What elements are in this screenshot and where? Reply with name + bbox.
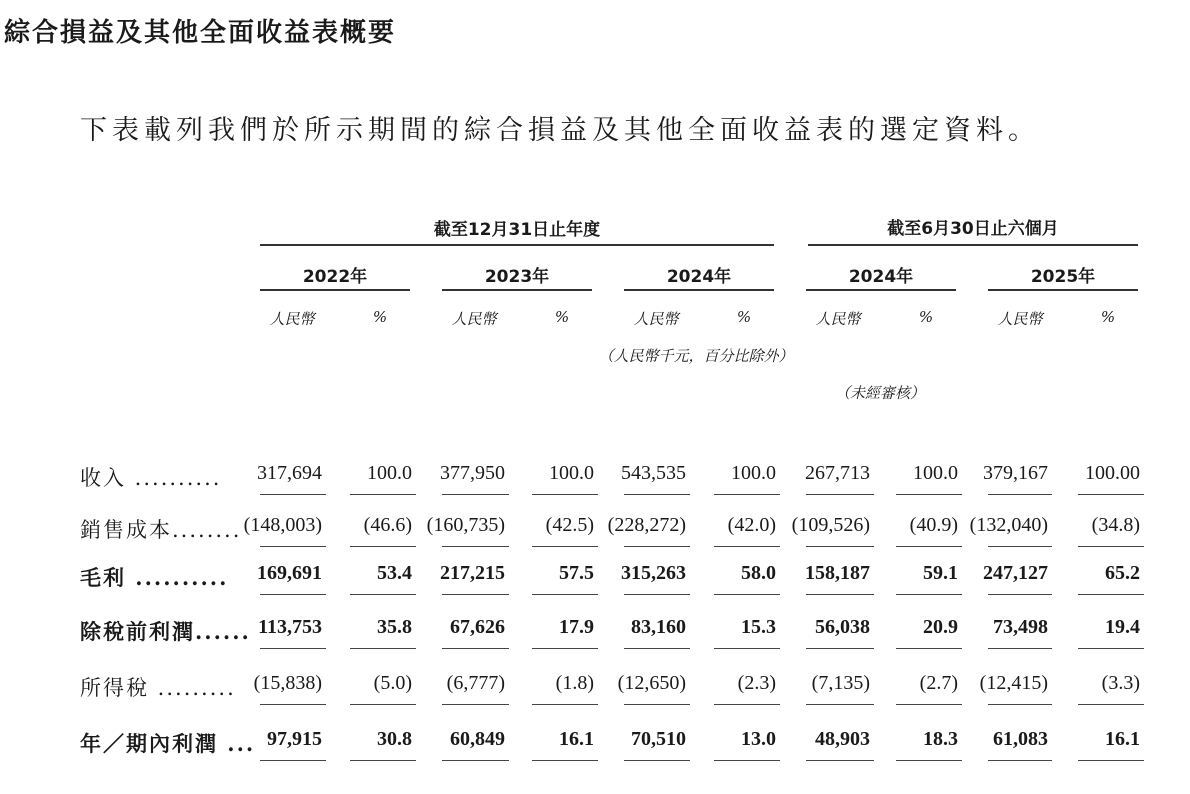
unit-rmb: 人民幣 — [633, 310, 679, 328]
table-cell: 20.9 — [923, 616, 958, 638]
table-cell: 97,915 — [267, 728, 322, 750]
cell-underline — [532, 760, 598, 761]
year-header: 2022年 — [302, 267, 368, 287]
cell-underline — [1078, 648, 1144, 649]
table-cell: 169,691 — [257, 562, 322, 584]
table-cell: 53.4 — [377, 562, 412, 584]
intro-text: 下表載列我們於所示期間的綜合損益及其他全面收益表的選定資料。 — [80, 115, 1040, 146]
table-cell: (42.5) — [545, 514, 594, 536]
cell-underline — [350, 648, 416, 649]
cell-underline — [624, 594, 690, 595]
year-header: 2024年 — [848, 267, 914, 287]
cell-underline — [714, 760, 780, 761]
cell-underline — [806, 594, 874, 595]
cell-underline — [896, 704, 962, 705]
cell-underline — [260, 760, 326, 761]
year-rule — [260, 289, 410, 291]
row-label: 銷售成本........ — [80, 518, 242, 542]
unit-pct: % — [1100, 308, 1116, 326]
table-cell: 58.0 — [741, 562, 776, 584]
group-rule-annual — [260, 244, 774, 246]
table-cell: (132,040) — [969, 514, 1048, 536]
cell-underline — [714, 594, 780, 595]
cell-underline — [260, 546, 326, 547]
year-header: 2023年 — [484, 267, 550, 287]
cell-underline — [350, 760, 416, 761]
cell-underline — [442, 760, 509, 761]
table-cell: 30.8 — [377, 728, 412, 750]
cell-underline — [442, 648, 509, 649]
year-header: 2025年 — [1030, 267, 1096, 287]
table-cell: (6,777) — [446, 672, 505, 694]
unit-pct: % — [554, 308, 570, 326]
cell-underline — [442, 704, 509, 705]
unit-pct: % — [372, 308, 388, 326]
table-cell: (46.6) — [363, 514, 412, 536]
table-cell: 18.3 — [923, 728, 958, 750]
table-cell: 317,694 — [257, 462, 322, 484]
table-cell: (2.3) — [737, 672, 776, 694]
cell-underline — [532, 494, 598, 495]
table-cell: (1.8) — [555, 672, 594, 694]
group-header-annual: 截至12月31日止年度 — [433, 220, 601, 240]
table-cell: (7,135) — [811, 672, 870, 694]
table-cell: 247,127 — [983, 562, 1048, 584]
cell-underline — [896, 760, 962, 761]
cell-underline — [624, 704, 690, 705]
table-cell: 56,038 — [815, 616, 870, 638]
table-cell: 60,849 — [450, 728, 505, 750]
unit-pct: % — [918, 308, 934, 326]
table-cell: 16.1 — [1105, 728, 1140, 750]
table-cell: (3.3) — [1101, 672, 1140, 694]
cell-underline — [350, 704, 416, 705]
cell-underline — [714, 704, 780, 705]
cell-underline — [532, 704, 598, 705]
table-cell: 17.9 — [559, 616, 594, 638]
table-cell: 35.8 — [377, 616, 412, 638]
table-cell: 217,215 — [440, 562, 505, 584]
table-cell: 315,263 — [621, 562, 686, 584]
table-cell: 48,903 — [815, 728, 870, 750]
unit-rmb: 人民幣 — [451, 310, 497, 328]
cell-underline — [896, 494, 962, 495]
cell-underline — [806, 546, 874, 547]
cell-underline — [714, 494, 780, 495]
cell-underline — [532, 594, 598, 595]
table-cell: (40.9) — [909, 514, 958, 536]
cell-underline — [806, 648, 874, 649]
cell-underline — [442, 594, 509, 595]
cell-underline — [1078, 594, 1144, 595]
table-cell: (160,735) — [426, 514, 505, 536]
cell-underline — [806, 494, 874, 495]
table-cell: 267,713 — [805, 462, 870, 484]
cell-underline — [260, 648, 326, 649]
unit-rmb: 人民幣 — [269, 310, 315, 328]
table-cell: 113,753 — [258, 616, 322, 638]
table-cell: (42.0) — [727, 514, 776, 536]
cell-underline — [624, 494, 690, 495]
table-cell: 379,167 — [983, 462, 1048, 484]
cell-underline — [532, 546, 598, 547]
row-label: 毛利 .......... — [80, 565, 229, 590]
cell-underline — [714, 546, 780, 547]
row-label: 收入 .......... — [80, 466, 222, 490]
row-label: 所得稅 ......... — [80, 676, 236, 700]
table-cell: (5.0) — [373, 672, 412, 694]
currency-note: （人民幣千元，百分比除外） — [598, 347, 794, 365]
cell-underline — [350, 494, 416, 495]
table-cell: (109,526) — [791, 514, 870, 536]
cell-underline — [988, 760, 1052, 761]
table-cell: 100.0 — [731, 462, 776, 484]
table-cell: (12,415) — [979, 672, 1048, 694]
table-cell: 67,626 — [450, 616, 505, 638]
table-cell: 61,083 — [993, 728, 1048, 750]
table-cell: 19.4 — [1105, 616, 1140, 638]
table-cell: 57.5 — [559, 562, 594, 584]
unit-rmb: 人民幣 — [815, 310, 861, 328]
table-cell: (2.7) — [919, 672, 958, 694]
cell-underline — [1078, 494, 1144, 495]
table-cell: 15.3 — [741, 616, 776, 638]
table-cell: 13.0 — [741, 728, 776, 750]
cell-underline — [806, 704, 874, 705]
cell-underline — [532, 648, 598, 649]
cell-underline — [988, 704, 1052, 705]
cell-underline — [1078, 704, 1144, 705]
table-cell: (148,003) — [243, 514, 322, 536]
cell-underline — [988, 494, 1052, 495]
table-cell: (15,838) — [253, 672, 322, 694]
cell-underline — [260, 494, 326, 495]
cell-underline — [260, 704, 326, 705]
unit-pct: % — [736, 308, 752, 326]
year-header: 2024年 — [666, 267, 732, 287]
table-cell: 70,510 — [631, 728, 686, 750]
cell-underline — [896, 648, 962, 649]
cell-underline — [1078, 760, 1144, 761]
year-rule — [988, 289, 1138, 291]
table-cell: 100.0 — [549, 462, 594, 484]
year-rule — [624, 289, 774, 291]
cell-underline — [988, 594, 1052, 595]
cell-underline — [896, 546, 962, 547]
cell-underline — [806, 760, 874, 761]
group-header-interim: 截至6月30日止六個月 — [887, 219, 1059, 239]
table-cell: 100.00 — [1085, 462, 1140, 484]
table-cell: 100.0 — [367, 462, 412, 484]
unaudited-note: （未經審核） — [834, 384, 925, 402]
cell-underline — [442, 546, 509, 547]
cell-underline — [350, 594, 416, 595]
cell-underline — [896, 594, 962, 595]
cell-underline — [624, 648, 690, 649]
table-cell: 377,950 — [440, 462, 505, 484]
cell-underline — [1078, 546, 1144, 547]
cell-underline — [442, 494, 509, 495]
cell-underline — [624, 760, 690, 761]
cell-underline — [350, 546, 416, 547]
table-cell: 158,187 — [805, 562, 870, 584]
group-rule-interim — [808, 244, 1138, 246]
cell-underline — [714, 648, 780, 649]
table-cell: 543,535 — [621, 462, 686, 484]
row-label: 年／期內利潤 ... — [80, 731, 256, 756]
unit-rmb: 人民幣 — [997, 310, 1043, 328]
page-title: 綜合損益及其他全面收益表概要 — [4, 18, 397, 48]
table-cell: 83,160 — [631, 616, 686, 638]
row-label: 除稅前利潤...... — [80, 619, 251, 644]
table-cell: (12,650) — [617, 672, 686, 694]
table-cell: 16.1 — [559, 728, 594, 750]
table-cell: 73,498 — [993, 616, 1048, 638]
table-cell: 65.2 — [1105, 562, 1140, 584]
cell-underline — [988, 546, 1052, 547]
table-cell: (228,272) — [607, 514, 686, 536]
cell-underline — [988, 648, 1052, 649]
cell-underline — [624, 546, 690, 547]
year-rule — [442, 289, 592, 291]
table-cell: (34.8) — [1091, 514, 1140, 536]
table-cell: 100.0 — [913, 462, 958, 484]
year-rule — [806, 289, 956, 291]
cell-underline — [260, 594, 326, 595]
table-cell: 59.1 — [923, 562, 958, 584]
